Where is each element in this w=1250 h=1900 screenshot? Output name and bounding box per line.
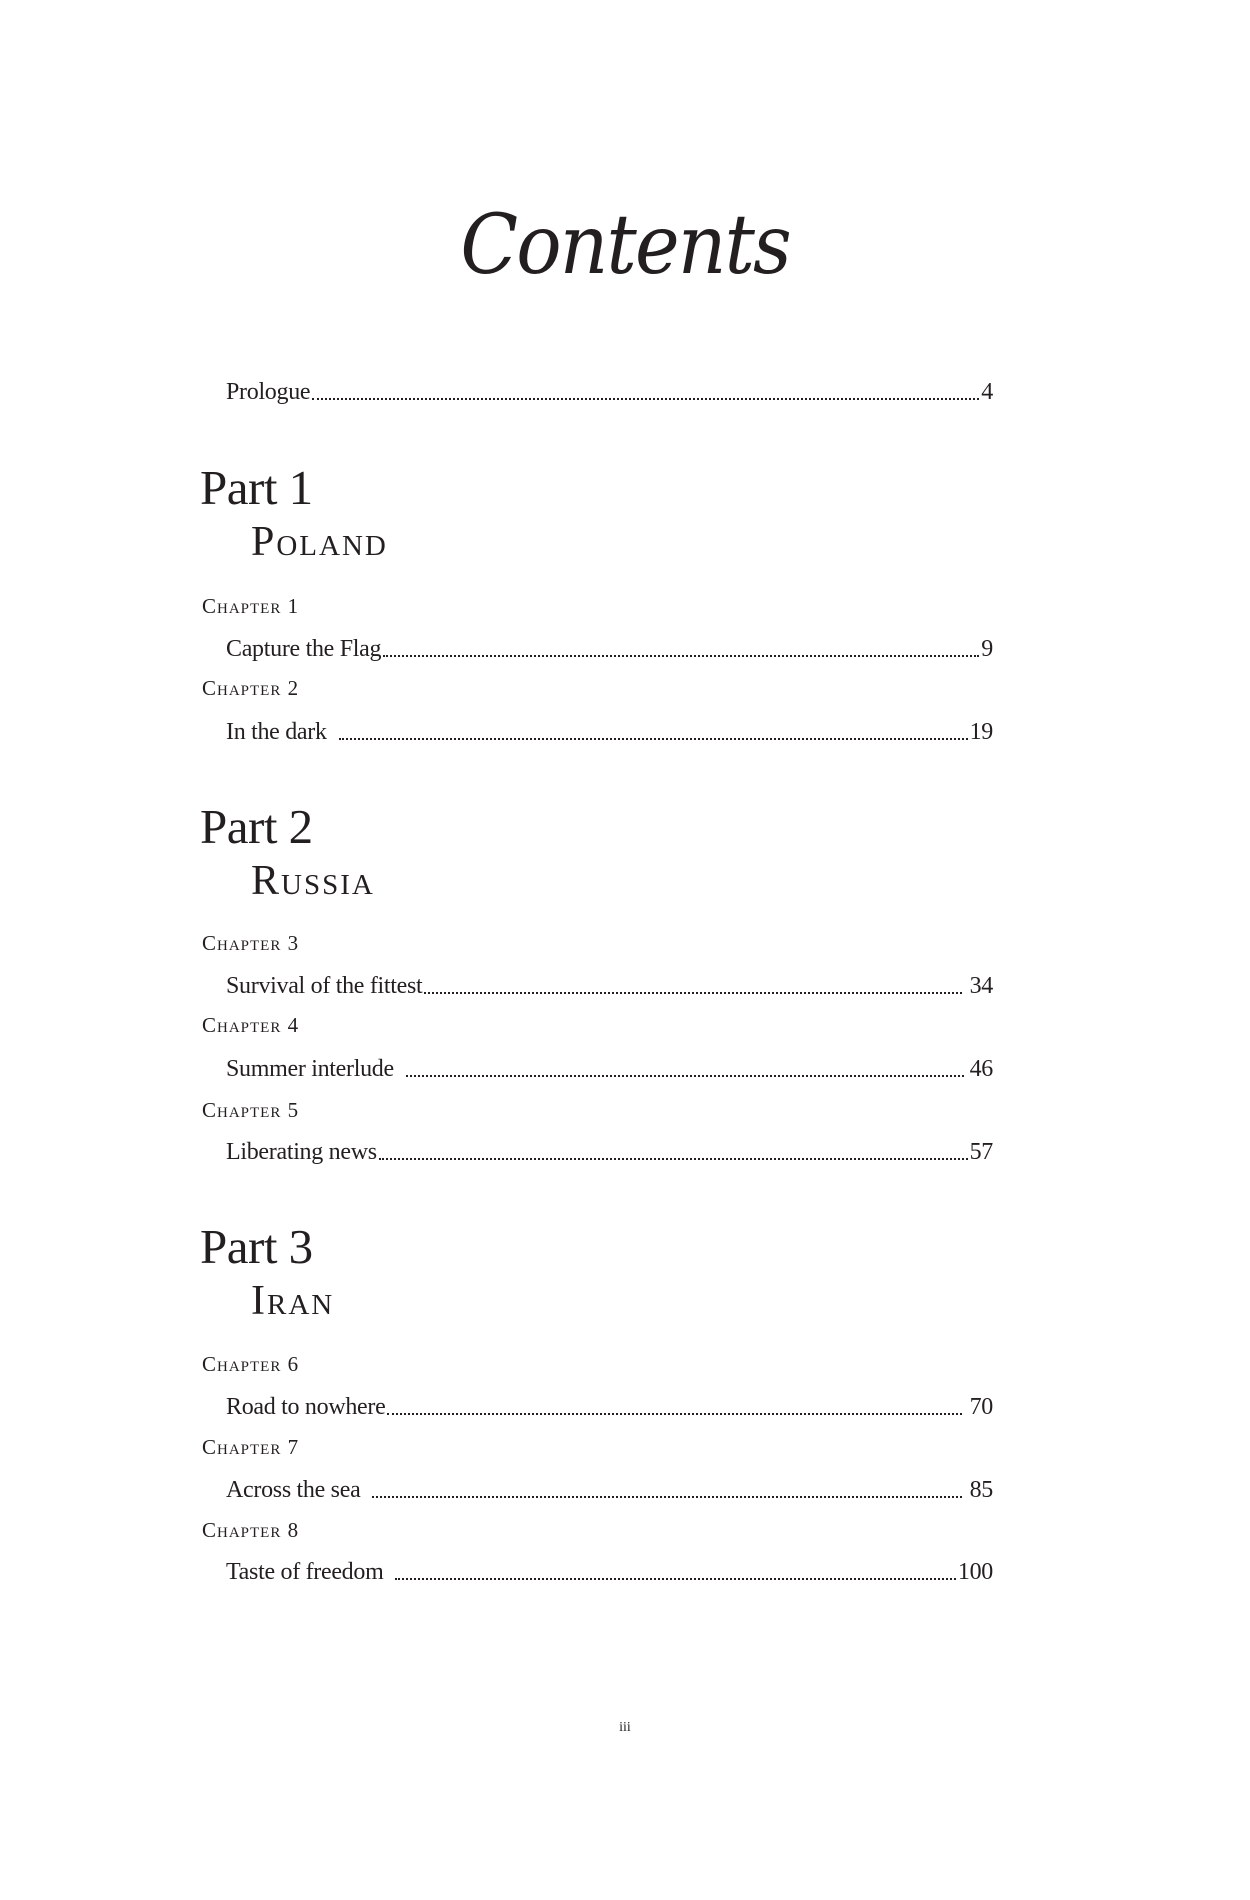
dot-leader	[387, 1413, 961, 1415]
chapter-label: Chapter 6	[202, 1352, 300, 1376]
entry-title: Summer interlude	[226, 1056, 394, 1082]
entry-page-number: 85	[969, 1477, 993, 1503]
toc-entry-prologue[interactable]	[226, 374, 993, 406]
chapter-label: Chapter 8	[202, 1518, 300, 1542]
toc-entry[interactable]	[226, 1554, 993, 1586]
part-heading: Part 2	[200, 799, 313, 854]
chapter-label: Chapter 5	[202, 1098, 300, 1122]
part-name: Iran	[251, 1278, 335, 1324]
toc-entry[interactable]	[226, 631, 993, 663]
toc-entry[interactable]	[226, 1051, 993, 1083]
toc-entry[interactable]	[226, 714, 993, 746]
dot-leader	[395, 1578, 955, 1580]
entry-page-number: 70	[969, 1394, 993, 1420]
toc-entry[interactable]	[226, 968, 993, 1000]
entry-title: Road to nowhere	[226, 1394, 386, 1420]
page-number: iii	[619, 1720, 631, 1735]
toc-entry[interactable]	[226, 1389, 993, 1421]
toc-entry[interactable]	[226, 1134, 993, 1166]
dot-leader	[406, 1075, 964, 1077]
page-title	[0, 196, 1250, 296]
dot-leader	[372, 1496, 961, 1498]
dot-leader	[312, 398, 979, 400]
entry-page-number: 19	[969, 719, 993, 745]
chapter-label: Chapter 4	[202, 1013, 300, 1037]
entry-title: Taste of freedom	[226, 1559, 384, 1585]
dot-leader	[383, 655, 979, 657]
entry-title: Capture the Flag	[226, 636, 382, 662]
part-name: Russia	[251, 858, 375, 904]
part-heading: Part 3	[200, 1219, 313, 1274]
chapter-label: Chapter 1	[202, 594, 300, 618]
entry-title: In the dark	[226, 719, 327, 745]
part-heading: Part 1	[200, 460, 313, 515]
entry-title: Liberating news	[226, 1139, 377, 1165]
entry-page-number: 4	[981, 379, 993, 405]
part-name: Poland	[251, 519, 388, 565]
entry-title: Prologue	[226, 379, 311, 405]
dot-leader	[424, 992, 961, 994]
chapter-label: Chapter 7	[202, 1435, 300, 1459]
chapter-label: Chapter 3	[202, 931, 300, 955]
toc-entry[interactable]	[226, 1472, 993, 1504]
entry-page-number: 57	[969, 1139, 993, 1165]
entry-page-number: 100	[957, 1559, 993, 1585]
page-title-text: Contents	[460, 198, 790, 293]
entry-title: Survival of the fittest	[226, 973, 423, 999]
chapter-label: Chapter 2	[202, 676, 300, 700]
dot-leader	[379, 1158, 968, 1160]
dot-leader	[339, 738, 968, 740]
entry-page-number: 34	[969, 973, 993, 999]
entry-page-number: 9	[981, 636, 993, 662]
entry-page-number: 46	[969, 1056, 993, 1082]
entry-title: Across the sea	[226, 1477, 361, 1503]
